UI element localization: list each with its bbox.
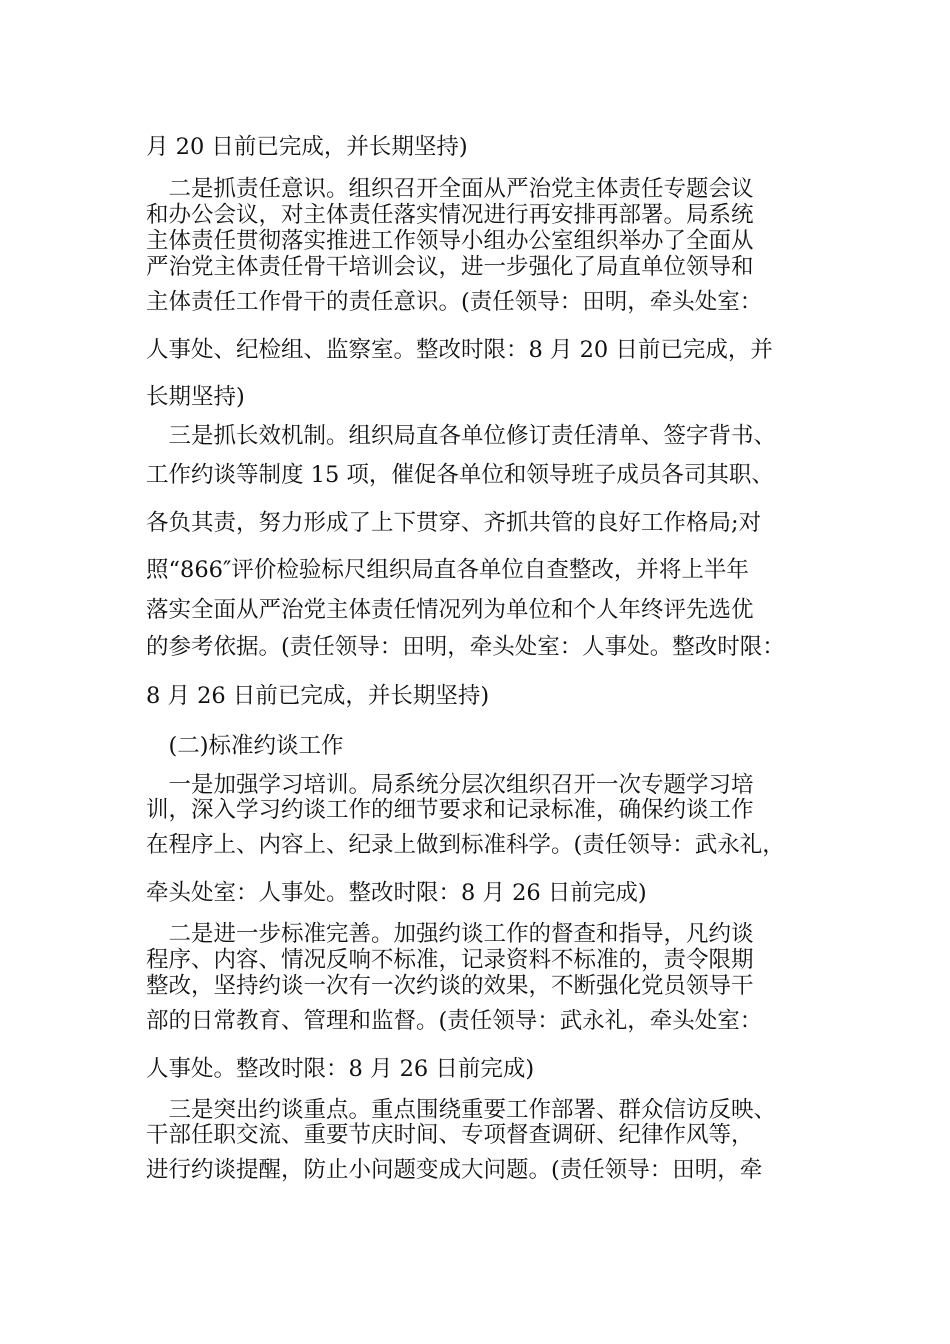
text-line: 和办公会议，对主体责任落实情况进行再安排再部署。局系统: [146, 202, 754, 228]
text-line: 二是进一步标准完善。加强约谈工作的督查和指导，凡约谈: [146, 921, 754, 947]
text-line: 的参考依据。(责任领导：田明，牵头处室：人事处。整改时限：: [146, 634, 785, 660]
text-line: 8 月 26 日前已完成，并长期坚持): [146, 683, 490, 709]
text-line: 牵头处室：人事处。整改时限：8 月 26 日前完成): [146, 880, 647, 906]
text-line: 整改，坚持约谈一次有一次约谈的效果，不断强化党员领导干: [146, 973, 754, 999]
text-line: 训，深入学习约谈工作的细节要求和记录标准，确保约谈工作: [146, 797, 754, 823]
text-line: 各负其责，努力形成了上下贯穿、齐抓共管的良好工作格局;对: [146, 510, 762, 536]
text-line: 月 20 日前已完成，并长期坚持): [146, 134, 468, 160]
text-line: 三是突出约谈重点。重点围绕重要工作部署、群众信访反映、: [146, 1097, 777, 1123]
text-line: 三是抓长效机制。组织局直各单位修订责任清单、签字背书、: [146, 423, 777, 449]
section-heading: (二)标准约谈工作: [146, 733, 344, 759]
text-line: 干部任职交流、重要节庆时间、专项督查调研、纪律作风等，: [146, 1122, 754, 1148]
text-line: 一是加强学习培训。局系统分层次组织召开一次专题学习培: [146, 772, 754, 798]
text-line: 人事处。整改时限：8 月 26 日前完成): [146, 1056, 535, 1082]
text-line: 部的日常教育、管理和监督。(责任领导：武永礼，牵头处室：: [146, 1008, 763, 1034]
text-line: 落实全面从严治党主体责任情况列为单位和个人年终评先选优: [146, 597, 754, 623]
text-line: 人事处、纪检组、监察室。整改时限：8 月 20 日前已完成，并: [146, 337, 773, 363]
text-line: 严治党主体责任骨干培训会议，进一步强化了局直单位领导和: [146, 254, 754, 280]
text-line: 工作约谈等制度 15 项，催促各单位和领导班子成员各司其职、: [146, 462, 774, 488]
text-line: 主体责任工作骨干的责任意识。(责任领导：田明，牵头处室：: [146, 289, 763, 315]
text-line: 在程序上、内容上、纪录上做到标准科学。(责任领导：武永礼，: [146, 832, 785, 858]
text-line: 二是抓责任意识。组织召开全面从严治党主体责任专题会议: [146, 176, 754, 202]
text-line: 程序、内容、情况反响不标准，记录资料不标准的，责令限期: [146, 947, 754, 973]
text-line: 主体责任贯彻落实推进工作领导小组办公室组织举办了全面从: [146, 228, 754, 254]
text-line: 进行约谈提醒，防止小问题变成大问题。(责任领导：田明，牵: [146, 1157, 763, 1183]
text-line: 长期坚持): [146, 384, 245, 410]
text-line: 照“866″评价检验标尺组织局直各单位自查整改，并将上半年: [146, 557, 749, 583]
